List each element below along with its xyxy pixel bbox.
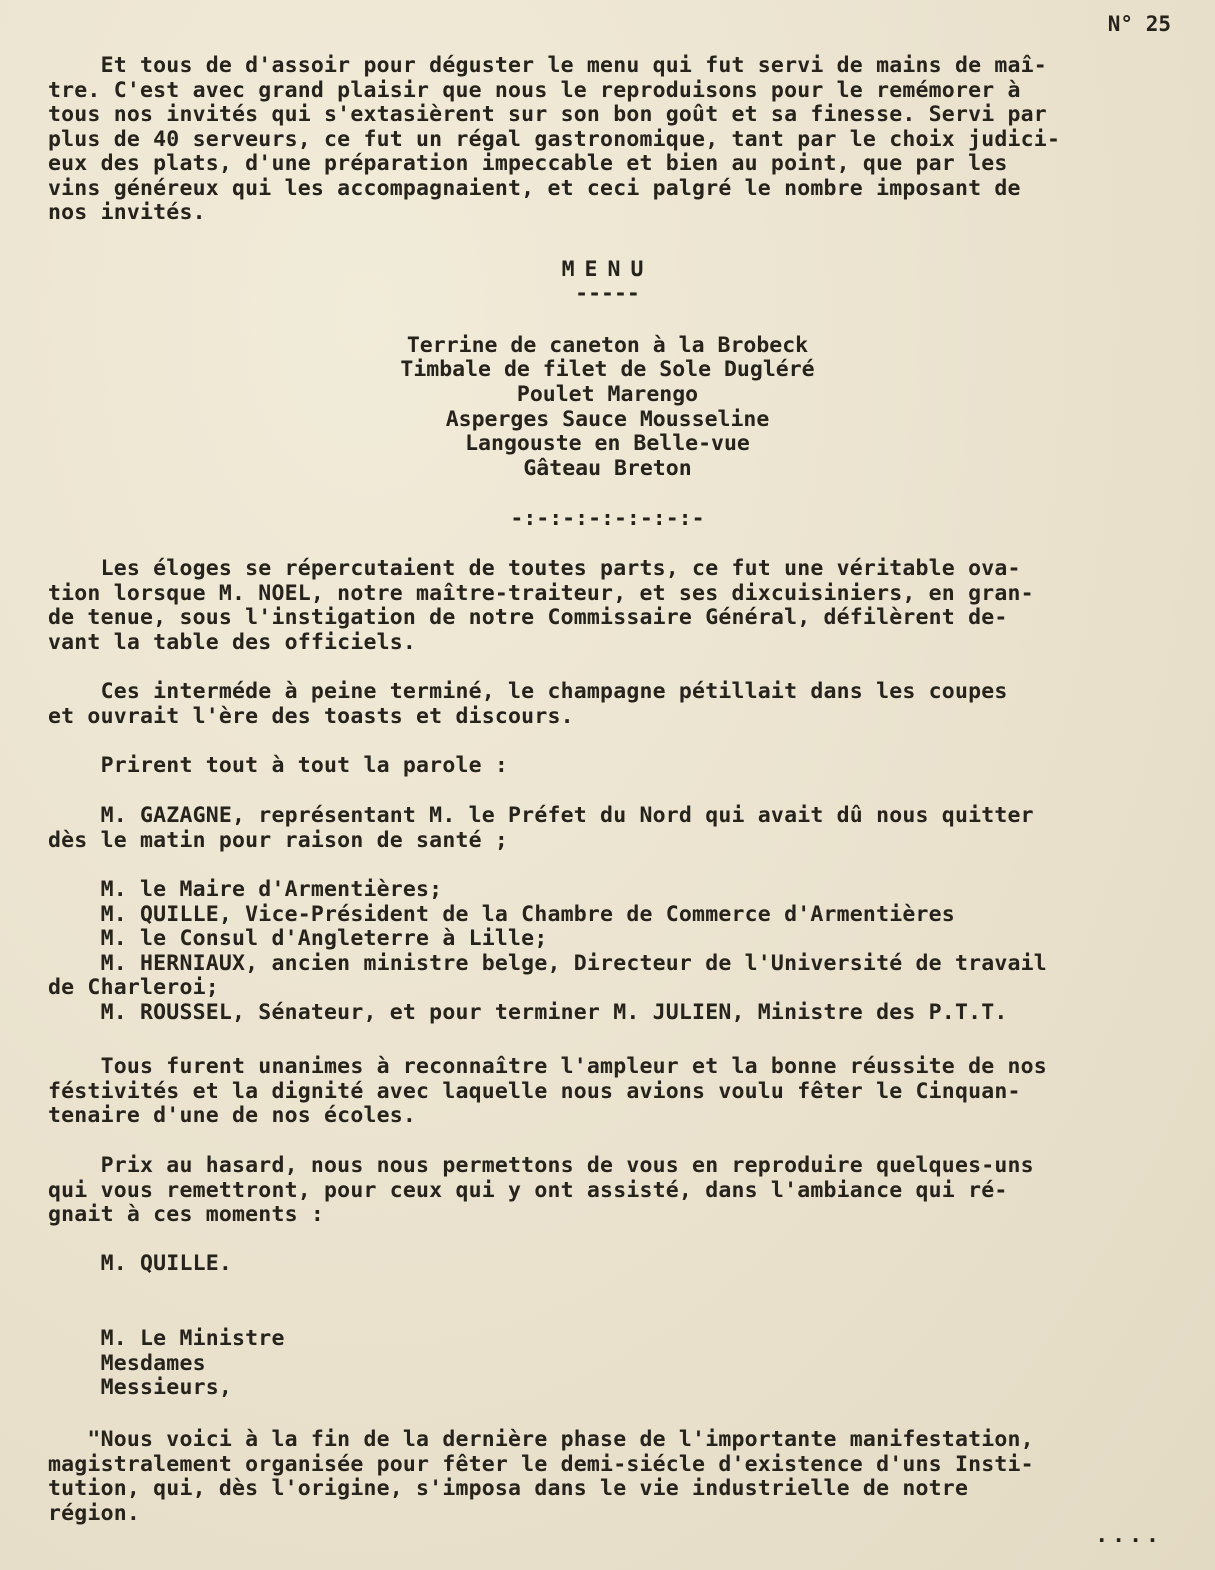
paragraph-hasard: Prix au hasard, nous nous permettons de vous en reproduire quelques-uns qui vous remettront, pour ceux qui y ont assisté, dans l'ambiance qui ré- gnait à ces moments :	[48, 1153, 1034, 1227]
menu-item: Terrine de caneton à la Brobeck	[406, 333, 809, 358]
menu-item: Langouste en Belle-vue	[465, 431, 750, 456]
menu-item: Poulet Marengo	[516, 382, 699, 407]
speech-salutation: M. Le Ministre Mesdames Messieurs,	[100, 1326, 285, 1400]
menu-item: Timbale de filet de Sole Dugléré	[400, 357, 815, 382]
menu-title-underline: -----	[575, 281, 640, 306]
paragraph-unanimes: Tous furent unanimes à reconnaître l'ampleur et la bonne réussite de nos féstivités et la dignité avec laquelle nous avions voulu fêter le Cinquan- tenaire d'une de nos écoles.	[48, 1054, 1047, 1128]
menu-separator: -:-:-:-:-:-:-:-	[510, 506, 705, 531]
paragraph-champagne: Ces interméde à peine terminé, le champagne pétillait dans les coupes et ouvrait l'ère des toasts et discours.	[48, 679, 1008, 729]
speakers-list: M. le Maire d'Armentières; M. QUILLE, Vice-Président de la Chambre de Commerce d'Armentières M. le Consul d'Angleterre à Lille; M. HERNIAUX, ancien ministre belge, Directeur de l'Université de travail de Charleroi; M. ROUSSEL, Sénateur, et pour terminer M. JULIEN, Ministre des P.T.T.	[48, 877, 1047, 1025]
page-number: N° 25	[1107, 12, 1171, 36]
intro-paragraph: Et tous de d'assoir pour déguster le menu qui fut servi de mains de maî- tre. C'est avec grand plaisir que nous le reproduisons pour le remémorer à tous nos invités qui s'extasièrent sur son bon goût et sa finesse. Servi par plus de 40 serveurs, ce fut un régal gastronomique, tant par le choix judici- eux des plats, d'une préparation impeccable et bien au point, que par les vins généreux qui les accompagnaient, et ceci palgré le nombre imposant de nos invités.	[48, 53, 1061, 225]
continuation-mark: ....	[1095, 1522, 1163, 1548]
speaker-heading: M. QUILLE.	[48, 1251, 233, 1276]
paragraph-gazagne: M. GAZAGNE, représentant M. le Préfet du Nord qui avait dû nous quitter dès le matin pour raison de santé ;	[48, 803, 1034, 853]
speech-opening-paragraph: "Nous voici à la fin de la dernière phase de l'importante manifestation, magistralement organisée pour fêter le demi-siécle d'existence d'uns Insti- tution, qui, dès l'origine, s'imposa dans le vie industrielle de notre région.	[48, 1427, 1034, 1526]
menu-title: MENU	[561, 257, 654, 282]
menu-item: Asperges Sauce Mousseline	[445, 407, 770, 432]
paragraph-parole: Prirent tout à tout la parole :	[48, 753, 509, 778]
paragraph-eloges: Les éloges se répercutaient de toutes parts, ce fut une véritable ova- tion lorsque M. NOEL, notre maître-traiteur, et ses dixcuisiniers, en gran- de tenue, sous l'instigation de notre Commissaire Général, défilèrent de- vant la table des officiels.	[48, 556, 1034, 655]
menu-item: Gâteau Breton	[523, 456, 692, 481]
